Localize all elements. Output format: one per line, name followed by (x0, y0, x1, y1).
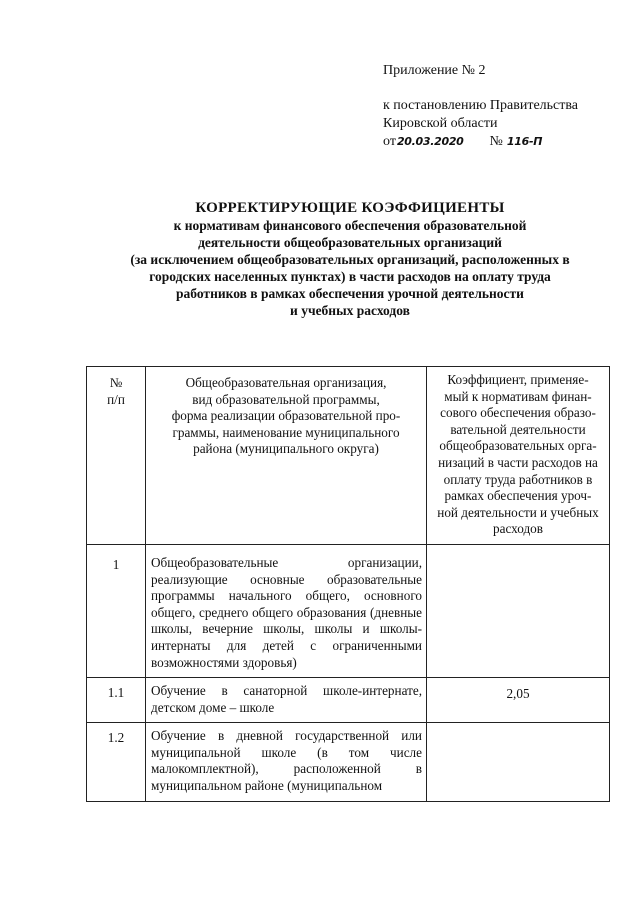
row-coef (427, 544, 610, 677)
table-row (87, 678, 610, 723)
annex-date-line (383, 133, 578, 151)
annex-decree: к постановлению Правительства (383, 98, 579, 113)
row-coef (427, 723, 610, 801)
row-text: Общеобразовательные организации, реализующие основные образовательные программы начального общего, основного общего, среднего общего образования (дневные школы, вечерние школы, школы и школы-интернаты для детей с ограниченными возможностями здоровья) (146, 544, 427, 677)
table-row (87, 544, 610, 677)
title-line-1: КОРРЕКТИРУЮЩИЕ КОЭФФИЦИЕНТЫ (195, 200, 505, 216)
row-num: 1.1 (87, 678, 146, 723)
title-line-6: работников в рамках обеспечения урочной деятельности (176, 286, 524, 301)
title-line-4: (за исключением общеобразовательных организаций, расположенных в (130, 252, 570, 267)
row-text: Обучение в дневной государственной или муниципальной школе (в том числе малокомплектной), расположенной в муниципальном районе (муниципальном (146, 723, 427, 801)
row-coef: 2,05 (427, 678, 610, 723)
date-prefix: от (383, 134, 396, 149)
table-row (87, 723, 610, 801)
row-num: 1 (87, 544, 146, 677)
document-title (90, 200, 610, 319)
number-label: № (489, 134, 503, 149)
annex-block (383, 62, 578, 151)
annex-number: Приложение № 2 (383, 63, 486, 78)
coefficients-table (86, 366, 610, 802)
title-line-5: городских населенных пунктах) в части расходов на оплату труда (149, 269, 551, 284)
handwritten-number: 116-П (506, 135, 543, 148)
annex-region: Кировской области (383, 116, 498, 131)
header-num: № п/п (87, 367, 146, 545)
header-coefficient: Коэффициент, применяе- мый к нормативам финан- сового обеспечения образо- вательной деятельности общеобразовательных орга- низаций в части расходов на оплату труда работников в рамках обеспечения уроч- ной деятельности и учебных расходов (427, 367, 610, 545)
title-line-3: деятельности общеобразовательных организаций (198, 235, 502, 250)
table-header-row (87, 367, 610, 545)
handwritten-date: 20.03.2020 (396, 135, 464, 148)
title-line-7: и учебных расходов (290, 303, 410, 318)
row-text: Обучение в санаторной школе-интернате, детском доме – школе (146, 678, 427, 723)
header-organization: Общеобразовательная организация, вид образовательной программы, форма реализации образовательной про- граммы, наименование муниципального района (муниципального округа) (146, 367, 427, 545)
title-line-2: к нормативам финансового обеспечения образовательной (173, 218, 527, 233)
row-num: 1.2 (87, 723, 146, 801)
